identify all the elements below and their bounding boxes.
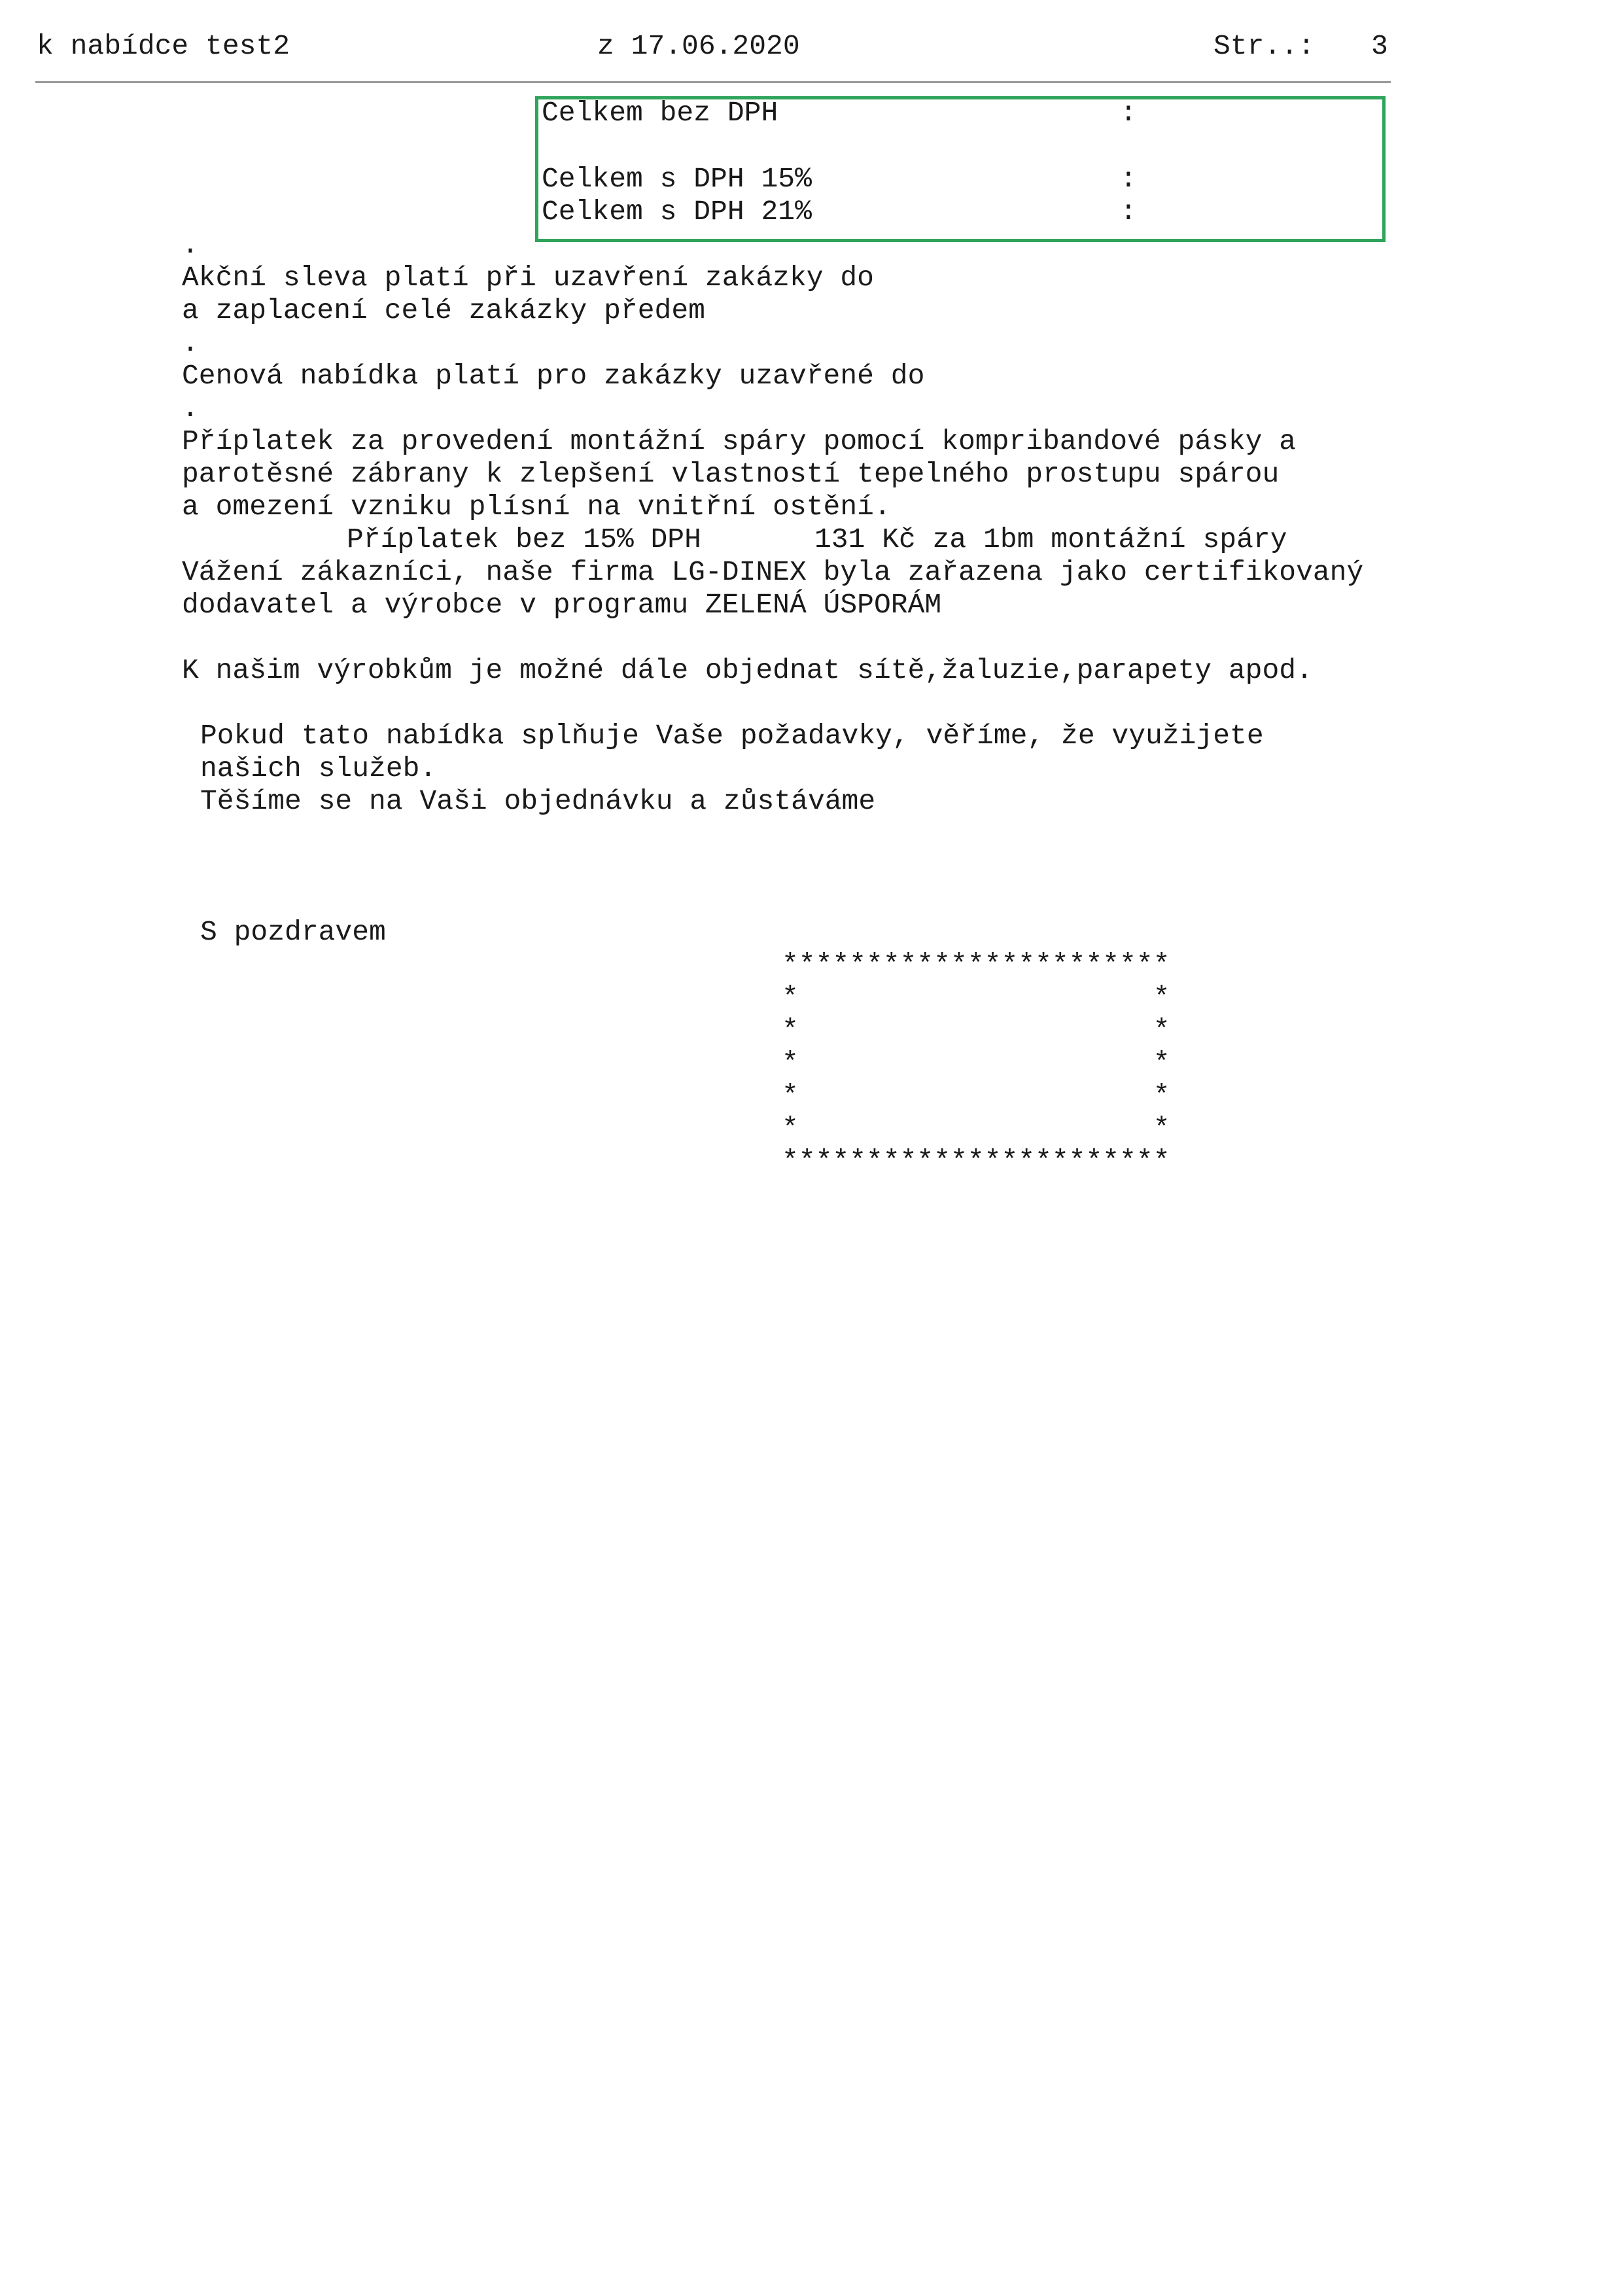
discount-text-line1: Akční sleva platí při uzavření zakázky do <box>182 262 874 294</box>
separator-dot: . <box>182 327 199 359</box>
closing-text-line3: Těšíme se na Vaši objednávku a zůstáváme <box>200 785 876 817</box>
stamp-box-side: * * <box>782 1047 1170 1079</box>
stamp-box-side: * * <box>782 1014 1170 1046</box>
stamp-box-side: * * <box>782 981 1170 1014</box>
separator-dot: . <box>182 393 199 425</box>
total-vat15-label: Celkem s DPH 15% <box>542 163 812 195</box>
header-page-label: Str..: <box>1213 30 1315 62</box>
total-without-vat-label: Celkem bez DPH <box>542 97 778 129</box>
validity-text: Cenová nabídka platí pro zakázky uzavřené do <box>182 360 925 392</box>
closing-text-line2: našich služeb. <box>200 752 437 785</box>
closing-text-line1: Pokud tato nabídka splňuje Vaše požadavky, věříme, že využijete <box>200 720 1264 752</box>
separator-dot: . <box>182 229 199 261</box>
surcharge-text-line1: Příplatek za provedení montážní spáry pomocí kompribandové pásky a <box>182 425 1297 457</box>
header-date: z 17.06.2020 <box>597 30 800 62</box>
header-document-ref: k nabídce test2 <box>37 30 290 62</box>
header-divider <box>35 81 1391 83</box>
stamp-box-bottom: *********************** <box>782 1145 1170 1177</box>
certification-text-line1: Vážení zákazníci, naše firma LG-DINEX byla zařazena jako certifikovaný <box>182 556 1364 588</box>
total-vat21-sep: : <box>1120 196 1137 228</box>
total-vat15-sep: : <box>1120 163 1137 195</box>
stamp-box-side: * * <box>782 1112 1170 1144</box>
discount-text-line2: a zaplacení celé zakázky předem <box>182 294 705 327</box>
surcharge-text-line2: parotěsné zábrany k zlepšení vlastností tepelného prostupu spárou <box>182 458 1280 490</box>
total-vat21-label: Celkem s DPH 21% <box>542 196 812 228</box>
surcharge-price-label: Příplatek bez 15% DPH <box>347 523 701 556</box>
surcharge-text-line3: a omezení vzniku plísní na vnitřní ostění. <box>182 491 891 523</box>
extras-text: K našim výrobkům je možné dále objednat sítě,žaluzie,parapety apod. <box>182 654 1313 686</box>
stamp-box-side: * * <box>782 1080 1170 1112</box>
stamp-box-top: *********************** <box>782 949 1170 981</box>
header-page-number: 3 <box>1371 30 1388 62</box>
certification-text-line2: dodavatel a výrobce v programu ZELENÁ ÚSPORÁM <box>182 589 942 621</box>
greeting-text: S pozdravem <box>200 916 386 948</box>
total-without-vat-sep: : <box>1120 97 1137 129</box>
surcharge-price-value: 131 Kč za 1bm montážní spáry <box>814 523 1287 556</box>
